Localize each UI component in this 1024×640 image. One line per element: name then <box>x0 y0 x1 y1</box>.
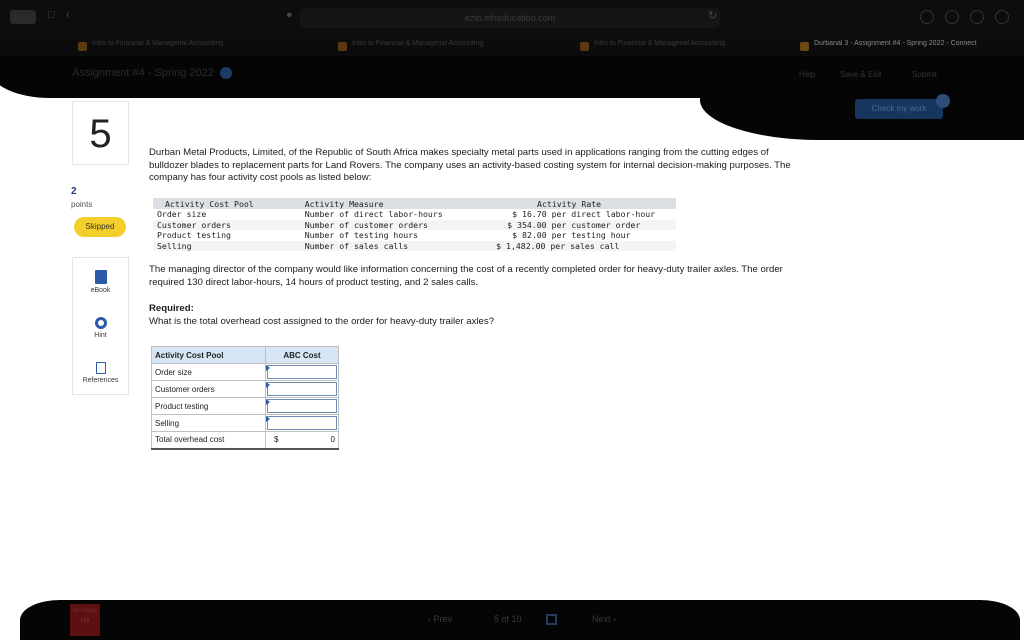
prev-label: Prev <box>433 614 453 624</box>
total-label: Total overhead cost <box>152 432 266 449</box>
table-row <box>153 230 676 241</box>
pool-measure: Number of direct labor-hours <box>304 209 443 220</box>
answer-row-label: Selling <box>152 415 266 432</box>
mcgraw-hill-logo: Mc Graw Hill <box>70 604 100 636</box>
tab-overview-icon[interactable] <box>995 10 1009 24</box>
total-cell <box>266 432 339 449</box>
cost-pool-table <box>153 198 676 251</box>
browser-toolbar <box>0 0 1024 36</box>
product-testing-cost-input[interactable] <box>267 399 337 413</box>
answer-header-pool: Activity Cost Pool <box>152 347 266 364</box>
answer-header-row <box>152 347 339 364</box>
answer-cell <box>266 415 339 432</box>
document-icon <box>96 362 106 374</box>
grid-icon[interactable] <box>546 614 557 625</box>
answer-row-label: Order size <box>152 364 266 381</box>
input-marker-icon <box>266 416 270 422</box>
total-row <box>152 432 339 449</box>
sidebar-toggle-icon[interactable]: □ <box>48 9 55 21</box>
browser-tab-active[interactable]: Durbanal 3 - Assignment #4 - Spring 2022 - Connect <box>800 40 1020 54</box>
assignment-title[interactable] <box>72 67 232 79</box>
next-button[interactable]: Next › <box>592 614 617 624</box>
answer-row <box>152 381 339 398</box>
skipped-badge: Skipped <box>74 217 126 237</box>
back-icon[interactable]: ‹ <box>66 9 70 21</box>
page-indicator[interactable] <box>494 614 522 624</box>
check-my-work-button[interactable]: Check my work <box>855 99 943 119</box>
address-text: ezto.mheducation.com <box>464 13 556 23</box>
answer-cell <box>266 364 339 381</box>
header-measure: Activity Measure <box>267 198 462 209</box>
reload-icon[interactable]: ↻ <box>708 10 718 22</box>
pool-name: Order size <box>157 209 207 220</box>
table-row <box>153 220 676 231</box>
customer-orders-cost-input[interactable] <box>267 382 337 396</box>
pool-measure: Number of testing hours <box>304 230 419 241</box>
assignment-title-text: Assignment #4 - Spring 2022 <box>72 67 214 79</box>
selling-cost-input[interactable] <box>267 416 337 430</box>
info-icon[interactable] <box>220 67 232 79</box>
page-current: 5 <box>494 614 500 624</box>
question-detail: The managing director of the company would like information concerning the cost of a recently completed order for heavy-duty trailer axles. The order required 130 direct labor-hours, 14 hours of product testing, and 2 sales calls. <box>149 264 783 288</box>
hint-label: Hint <box>94 332 107 339</box>
input-marker-icon <box>266 382 270 388</box>
required-label: Required: <box>149 303 194 314</box>
pool-measure: Number of sales calls <box>267 241 462 252</box>
table-row <box>153 241 676 252</box>
header-cost-pool: Activity Cost Pool <box>153 198 267 209</box>
browser-tab[interactable]: Intro to Financial & Managerial Accounting <box>78 40 258 54</box>
next-label: Next <box>592 614 611 624</box>
address-bar[interactable] <box>300 8 720 28</box>
pool-measure: Number of customer orders <box>267 220 462 231</box>
page-total: of 10 <box>501 614 522 624</box>
answer-row <box>152 398 339 415</box>
pool-rate: $ 354.00 per customer order <box>462 220 676 231</box>
pool-name: Selling <box>153 241 267 252</box>
ebook-label: eBook <box>90 287 111 294</box>
answer-header-abc-cost: ABC Cost <box>266 347 339 364</box>
pool-name: Product testing <box>157 230 231 241</box>
points-value: 2 <box>71 186 77 197</box>
answer-row-label: Product testing <box>152 398 266 415</box>
help-link[interactable]: Help <box>799 70 816 79</box>
lifebuoy-icon <box>95 317 107 329</box>
references-button[interactable] <box>72 362 129 384</box>
answer-row <box>152 364 339 381</box>
references-label: References <box>82 377 119 384</box>
submit-link[interactable]: Submit <box>912 70 937 79</box>
check-count-badge <box>936 94 950 108</box>
answer-row-label: Customer orders <box>152 381 266 398</box>
hint-button[interactable] <box>72 317 129 339</box>
question-intro: Durban Metal Products, Limited, of the Republic of South Africa makes specialty metal parts used in applications ranging from the cutting edges of bulldozer blades to replacement parts for Land Rovers. The company uses an activity-based costing system for internal decision-making purposes. The company has four activity cost pools as listed below: <box>149 147 791 184</box>
total-currency: $ <box>274 435 279 444</box>
browser-tab[interactable]: Intro to Financial & Managerial Accounting <box>338 40 518 54</box>
answer-cell <box>266 381 339 398</box>
save-exit-link[interactable]: Save & Exit <box>840 70 882 79</box>
browser-tab[interactable]: Intro to Financial & Managerial Accounting <box>580 40 760 54</box>
share-icon[interactable] <box>945 10 959 24</box>
answer-row <box>152 415 339 432</box>
ebook-button[interactable] <box>72 270 129 294</box>
shield-icon: ● <box>286 9 293 21</box>
answer-table <box>151 346 339 450</box>
required-question: What is the total overhead cost assigned to the order for heavy-duty trailer axles? <box>149 316 495 327</box>
cost-pool-header-row <box>153 198 676 209</box>
table-row <box>153 209 676 220</box>
download-icon[interactable] <box>920 10 934 24</box>
new-tab-icon[interactable] <box>970 10 984 24</box>
tab-strip <box>0 36 1024 58</box>
answer-cell <box>266 398 339 415</box>
pool-rate: $ 82.00 per testing hour <box>512 230 631 241</box>
prev-button[interactable]: ‹ Prev <box>428 614 453 624</box>
book-icon <box>95 270 107 284</box>
header-rate: Activity Rate <box>462 198 676 209</box>
pool-rate: $ 16.70 per direct labor-hour <box>512 209 656 220</box>
pool-rate: $ 1,482.00 per sales call <box>462 241 676 252</box>
pool-name: Customer orders <box>153 220 267 231</box>
question-number: 5 <box>89 112 112 156</box>
total-value: 0 <box>330 435 335 444</box>
order-size-cost-input[interactable] <box>267 365 337 379</box>
input-marker-icon <box>266 399 270 405</box>
window-controls[interactable] <box>10 10 36 24</box>
points-label: points <box>71 200 93 209</box>
input-marker-icon <box>266 365 270 371</box>
